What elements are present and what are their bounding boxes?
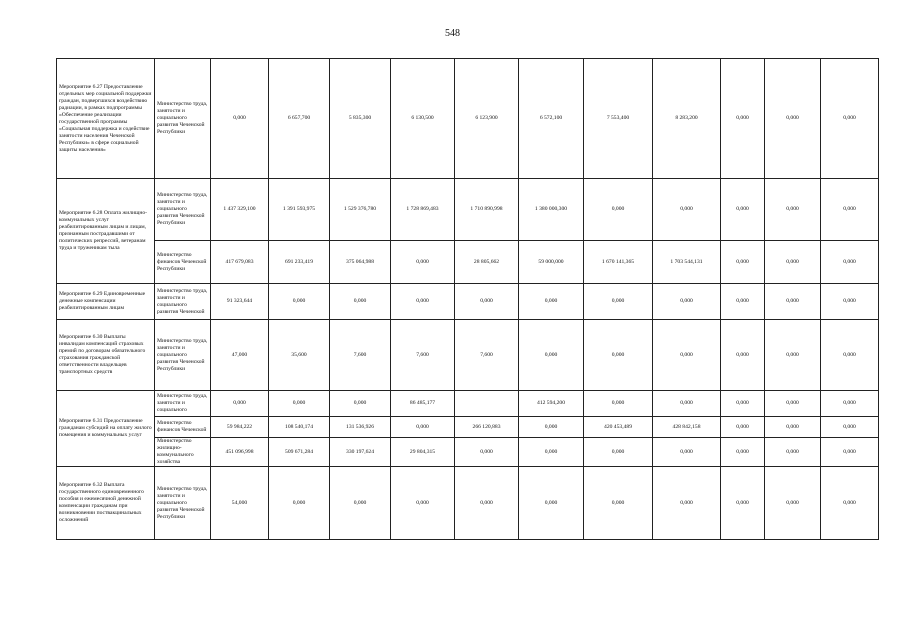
table-row: [57, 179, 879, 241]
executor-cell: Министерство финансов Чеченской: [155, 417, 211, 438]
value-cell: 451 096,998: [211, 438, 269, 467]
value-cell: 0,000: [269, 284, 330, 320]
value-cell: 7,600: [391, 320, 455, 391]
value-cell: 1 529 376,780: [330, 179, 391, 241]
executor-cell: Министерство финансов Чеченской Республики: [155, 241, 211, 284]
table-row: [57, 320, 879, 391]
value-cell: [455, 391, 519, 417]
table-row: [57, 438, 879, 467]
value-cell: 0,000: [721, 438, 765, 467]
value-cell: 7,600: [330, 320, 391, 391]
value-cell: 0,000: [821, 391, 879, 417]
value-cell: 7,600: [455, 320, 519, 391]
value-cell: 0,000: [721, 59, 765, 179]
executor-cell: Министерство труда, занятости и социального: [155, 391, 211, 417]
value-cell: 0,000: [519, 320, 584, 391]
value-cell: 691 233,419: [269, 241, 330, 284]
value-cell: 131 536,926: [330, 417, 391, 438]
value-cell: 6 130,500: [391, 59, 455, 179]
value-cell: 0,000: [653, 438, 721, 467]
value-cell: 0,000: [821, 467, 879, 540]
value-cell: 0,000: [721, 417, 765, 438]
value-cell: 0,000: [721, 391, 765, 417]
value-cell: 0,000: [653, 284, 721, 320]
value-cell: 0,000: [765, 438, 821, 467]
value-cell: 0,000: [211, 391, 269, 417]
value-cell: 0,000: [584, 391, 653, 417]
table-row: [57, 417, 879, 438]
value-cell: 0,000: [519, 284, 584, 320]
measure-description: Мероприятие 6.27 Предоставление отдельных мер социальной поддержки граждан, подвергшихся воздействию радиации, в рамках подпрограммы «Обеспечение реализации государственной программы «Социальная поддержка и содействие занятости населения Чеченской Республики» в сфере социальной защиты населения»: [57, 59, 155, 179]
value-cell: 29 804,315: [391, 438, 455, 467]
value-cell: 5 835,300: [330, 59, 391, 179]
value-cell: 59 000,000: [519, 241, 584, 284]
value-cell: 1 437 329,100: [211, 179, 269, 241]
value-cell: 6 123,900: [455, 59, 519, 179]
measure-description: Мероприятие 6.29 Единовременные денежные компенсации реабилитированным лицам: [57, 284, 155, 320]
value-cell: 0,000: [821, 59, 879, 179]
value-cell: 0,000: [584, 438, 653, 467]
executor-cell: Министерство труда, занятости и социального развития Чеченской Республики: [155, 179, 211, 241]
value-cell: 375 064,988: [330, 241, 391, 284]
value-cell: 0,000: [721, 284, 765, 320]
value-cell: 0,000: [765, 391, 821, 417]
value-cell: 0,000: [584, 320, 653, 391]
value-cell: 0,000: [765, 179, 821, 241]
value-cell: 0,000: [653, 391, 721, 417]
value-cell: 1 391 593,975: [269, 179, 330, 241]
table-row: [57, 59, 879, 179]
executor-cell: Министерство труда, занятости и социального развития Чеченской Республики: [155, 320, 211, 391]
value-cell: 0,000: [519, 417, 584, 438]
measure-description: Мероприятие 6.30 Выплаты инвалидам компенсаций страховых премий по договорам обязательного страхования гражданской ответственности владельцев транспортных средств: [57, 320, 155, 391]
value-cell: 266 120,883: [455, 417, 519, 438]
value-cell: 0,000: [721, 241, 765, 284]
value-cell: 0,000: [821, 417, 879, 438]
measure-description: Мероприятие 6.31 Предоставление гражданам субсидий на оплату жилого помещения и коммунальных услуг: [57, 391, 155, 467]
value-cell: 0,000: [821, 179, 879, 241]
value-cell: 0,000: [455, 467, 519, 540]
value-cell: 330 197,624: [330, 438, 391, 467]
value-cell: 0,000: [765, 320, 821, 391]
value-cell: 0,000: [519, 438, 584, 467]
value-cell: 0,000: [269, 467, 330, 540]
value-cell: 0,000: [330, 284, 391, 320]
value-cell: 0,000: [211, 59, 269, 179]
table-row: [57, 391, 879, 417]
value-cell: 0,000: [584, 284, 653, 320]
value-cell: 6 657,700: [269, 59, 330, 179]
value-cell: 108 540,174: [269, 417, 330, 438]
value-cell: 1 380 000,300: [519, 179, 584, 241]
value-cell: 0,000: [269, 391, 330, 417]
value-cell: 0,000: [584, 179, 653, 241]
value-cell: 54,000: [211, 467, 269, 540]
executor-cell: Министерство труда, занятости и социального развития Чеченской: [155, 284, 211, 320]
value-cell: 0,000: [765, 284, 821, 320]
value-cell: 0,000: [721, 179, 765, 241]
table-row: [57, 241, 879, 284]
value-cell: 417 679,083: [211, 241, 269, 284]
value-cell: 59 984,222: [211, 417, 269, 438]
value-cell: 0,000: [765, 59, 821, 179]
value-cell: 0,000: [721, 467, 765, 540]
value-cell: 0,000: [765, 417, 821, 438]
value-cell: 0,000: [455, 438, 519, 467]
value-cell: 1 670 141,365: [584, 241, 653, 284]
value-cell: 420 453,489: [584, 417, 653, 438]
value-cell: 0,000: [330, 391, 391, 417]
value-cell: 1 703 544,131: [653, 241, 721, 284]
value-cell: 0,000: [519, 467, 584, 540]
value-cell: 0,000: [653, 467, 721, 540]
value-cell: 0,000: [765, 467, 821, 540]
value-cell: 0,000: [821, 438, 879, 467]
value-cell: 35,600: [269, 320, 330, 391]
table-row: [57, 467, 879, 540]
value-cell: 509 671,284: [269, 438, 330, 467]
value-cell: 0,000: [721, 320, 765, 391]
value-cell: 1 710 890,998: [455, 179, 519, 241]
executor-cell: Министерство труда, занятости и социального развития Чеченской Республики: [155, 467, 211, 540]
value-cell: 0,000: [391, 284, 455, 320]
value-cell: 0,000: [821, 241, 879, 284]
value-cell: 0,000: [391, 417, 455, 438]
value-cell: 7 553,400: [584, 59, 653, 179]
measure-description: Мероприятие 6.28 Оплата жилищно-коммунальных услуг реабилитированным лицам и лицам, признанным пострадавшими от политических репрессий, ветеранам труда и труженикам тыла: [57, 179, 155, 284]
value-cell: 91 323,644: [211, 284, 269, 320]
budget-table: [56, 58, 879, 540]
value-cell: 0,000: [391, 241, 455, 284]
value-cell: 0,000: [391, 467, 455, 540]
value-cell: 28 805,662: [455, 241, 519, 284]
value-cell: 8 283,200: [653, 59, 721, 179]
value-cell: 0,000: [821, 284, 879, 320]
executor-cell: Министерство труда, занятости и социального развития Чеченской Республики: [155, 59, 211, 179]
value-cell: 47,000: [211, 320, 269, 391]
executor-cell: Министерство жилищно-коммунального хозяйства: [155, 438, 211, 467]
value-cell: 0,000: [653, 179, 721, 241]
value-cell: 86 485,177: [391, 391, 455, 417]
value-cell: 0,000: [821, 320, 879, 391]
value-cell: 428 842,158: [653, 417, 721, 438]
measure-description: Мероприятие 6.32 Выплата государственного единовременного пособия и ежемесячной денежной компенсации гражданам при возникновении поствакцинальных осложнений: [57, 467, 155, 540]
value-cell: 6 572,100: [519, 59, 584, 179]
value-cell: 0,000: [330, 467, 391, 540]
value-cell: 0,000: [455, 284, 519, 320]
value-cell: 0,000: [765, 241, 821, 284]
value-cell: 412 594,200: [519, 391, 584, 417]
table-row: [57, 284, 879, 320]
value-cell: 1 728 869,483: [391, 179, 455, 241]
page-number: 548: [445, 28, 460, 39]
value-cell: 0,000: [653, 320, 721, 391]
value-cell: 0,000: [584, 467, 653, 540]
